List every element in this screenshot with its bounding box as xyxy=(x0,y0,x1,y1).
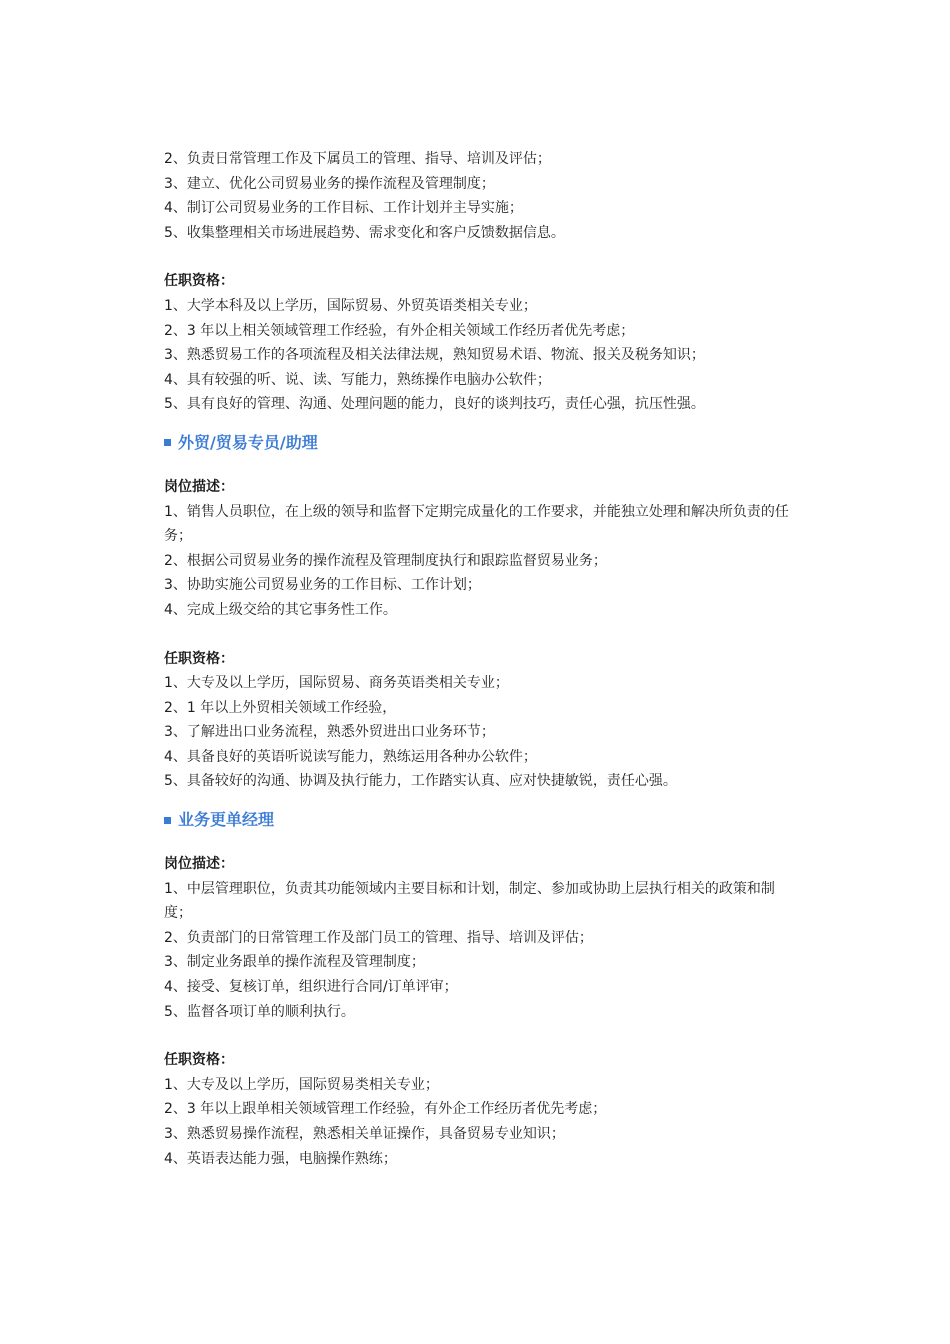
list-item: 2、3 年以上相关领域管理工作经验，有外企相关领域工作经历者优先考虑； xyxy=(164,322,635,339)
list-item: 4、接受、复核订单，组织进行合同/订单评审； xyxy=(164,979,458,996)
spacer xyxy=(164,245,794,269)
square-bullet-icon xyxy=(164,439,171,446)
qualifications-label: 任职资格： xyxy=(164,273,234,290)
spacer xyxy=(164,623,794,647)
list-item: 4、英语表达能力强，电脑操作熟练； xyxy=(164,1150,397,1167)
list-item: 4、具备良好的英语听说读写能力，熟练运用各种办公软件； xyxy=(164,748,537,765)
list-item: 4、具有较强的听、说、读、写能力，熟练操作电脑办公软件； xyxy=(164,371,551,388)
list-item: 3、建立、优化公司贸易业务的操作流程及管理制度； xyxy=(164,175,495,192)
list-item: 1、销售人员职位，在上级的领导和监督下定期完成量化的工作要求，并能独立处理和解决所负责的任务； xyxy=(164,503,789,545)
list-item: 1、大专及以上学历，国际贸易类相关专业； xyxy=(164,1076,439,1093)
list-item: 2、根据公司贸易业务的操作流程及管理制度执行和跟踪监督贸易业务； xyxy=(164,552,607,569)
qualifications-label: 任职资格： xyxy=(164,1052,234,1069)
list-item: 4、制订公司贸易业务的工作目标、工作计划并主导实施； xyxy=(164,200,523,217)
list-item: 3、制定业务跟单的操作流程及管理制度； xyxy=(164,954,425,971)
list-item: 3、协助实施公司贸易业务的工作目标、工作计划； xyxy=(164,577,481,594)
list-item: 5、具备较好的沟通、协调及执行能力，工作踏实认真、应对快捷敏锐，责任心强。 xyxy=(164,773,677,790)
list-item: 1、中层管理职位，负责其功能领域内主要目标和计划，制定、参加或协助上层执行相关的政策和制度； xyxy=(164,880,775,922)
list-item: 2、3 年以上跟单相关领域管理工作经验，有外企工作经历者优先考虑； xyxy=(164,1101,607,1118)
list-item: 5、监督各项订单的顺利执行。 xyxy=(164,1003,355,1020)
section-title-text: 业务更单经理 xyxy=(178,810,275,830)
section-title xyxy=(164,431,794,455)
list-item: 3、熟悉贸易操作流程，熟悉相关单证操作，具备贸易专业知识； xyxy=(164,1126,565,1142)
spacer xyxy=(164,794,794,808)
spacer xyxy=(164,832,794,852)
list-item: 3、熟悉贸易工作的各项流程及相关法律法规，熟知贸易术语、物流、报关及税务知识； xyxy=(164,347,705,364)
list-item: 2、1 年以上外贸相关领域工作经验， xyxy=(164,699,397,716)
list-item: 3、了解进出口业务流程，熟悉外贸进出口业务环节； xyxy=(164,724,495,741)
section-title xyxy=(164,808,794,832)
list-item: 1、大专及以上学历，国际贸易、商务英语类相关专业； xyxy=(164,675,509,692)
qualifications-label: 任职资格： xyxy=(164,650,234,667)
list-item: 2、负责部门的日常管理工作及部门员工的管理、指导、培训及评估； xyxy=(164,929,593,946)
section-title-text: 外贸/贸易专员/助理 xyxy=(178,432,318,452)
list-item: 5、具有良好的管理、沟通、处理问题的能力，良好的谈判技巧，责任心强，抗压性强。 xyxy=(164,396,705,413)
description-label: 岗位描述： xyxy=(164,856,234,873)
spacer xyxy=(164,417,794,431)
spacer xyxy=(164,1024,794,1048)
description-label: 岗位描述： xyxy=(164,478,234,495)
document-body xyxy=(164,147,794,1171)
list-item: 1、大学本科及以上学历，国际贸易、外贸英语类相关专业； xyxy=(164,297,537,314)
square-bullet-icon xyxy=(164,817,171,824)
list-item: 4、完成上级交给的其它事务性工作。 xyxy=(164,601,397,618)
list-item: 2、负责日常管理工作及下属员工的管理、指导、培训及评估； xyxy=(164,151,551,167)
list-item: 5、收集整理相关市场进展趋势、需求变化和客户反馈数据信息。 xyxy=(164,224,565,241)
spacer xyxy=(164,455,794,475)
